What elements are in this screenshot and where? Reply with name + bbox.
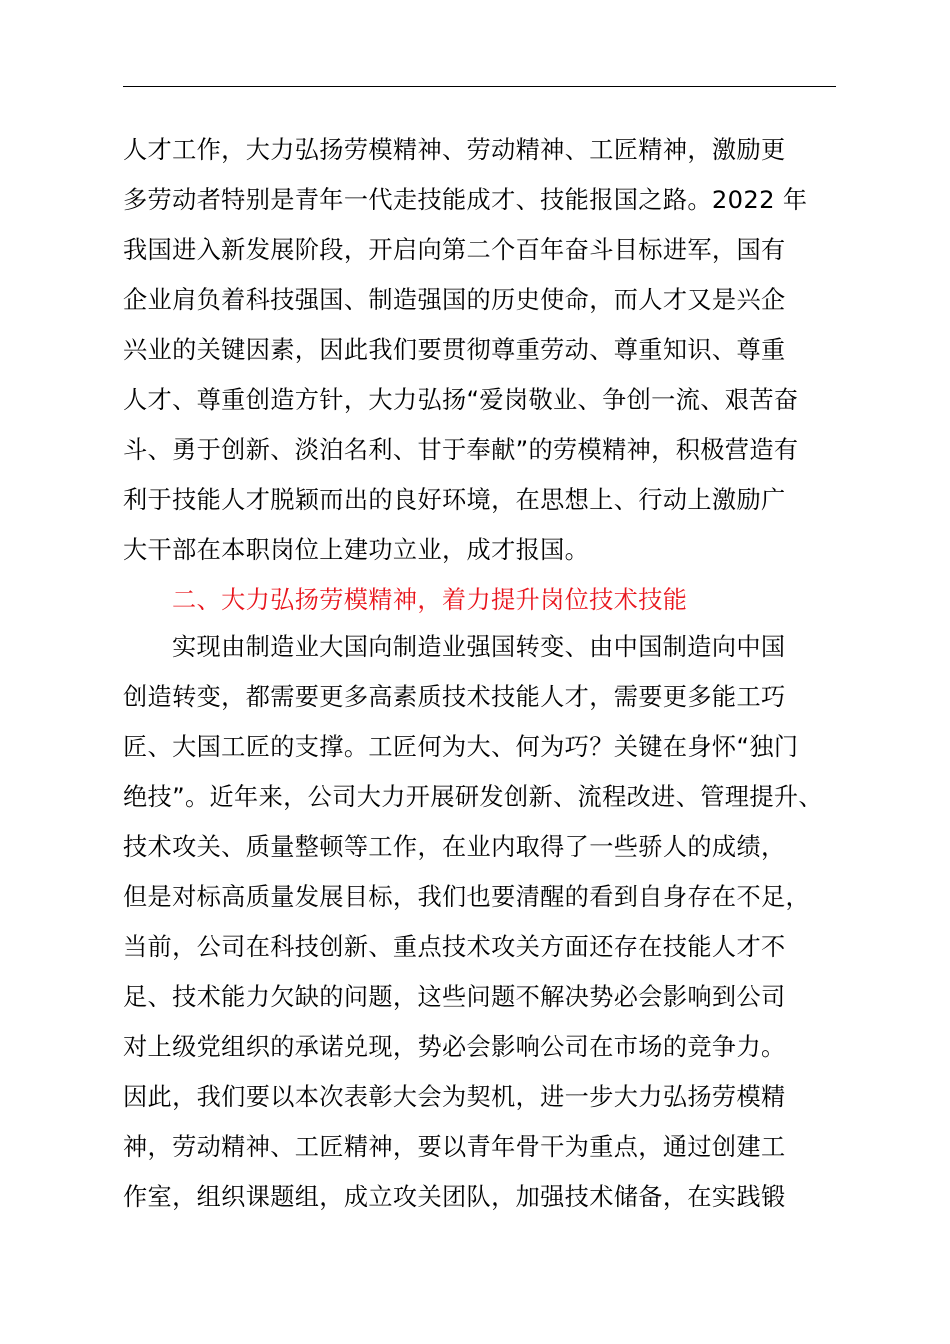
paragraph-line: 企业肩负着科技强国、制造强国的历史使命，而人才又是兴企: [123, 286, 786, 314]
paragraph-line: 对上级党组织的承诺兑现，势必会影响公司在市场的竞争力。: [123, 1033, 786, 1061]
paragraph-line: 神，劳动精神、工匠精神，要以青年骨干为重点，通过创建工: [123, 1133, 786, 1161]
paragraph-line: 匠、大国工匠的支撑。工匠何为大、何为巧？关键在身怀“独门: [123, 733, 799, 761]
paragraph-line: 当前，公司在科技创新、重点技术攻关方面还存在技能人才不: [123, 933, 786, 961]
header-rule: [123, 86, 836, 87]
paragraph-line: 因此，我们要以本次表彰大会为契机，进一步大力弘扬劳模精: [123, 1083, 786, 1111]
paragraph-line: 实现由制造业大国向制造业强国转变、由中国制造向中国: [172, 633, 786, 661]
paragraph-line: 人才、尊重创造方针，大力弘扬“爱岗敬业、争创一流、艰苦奋: [123, 386, 799, 414]
paragraph-line: 我国进入新发展阶段，开启向第二个百年奋斗目标进军，国有: [123, 236, 786, 264]
paragraph-line: 足、技术能力欠缺的问题，这些问题不解决势必会影响到公司: [123, 983, 786, 1011]
paragraph-line: 兴业的关键因素，因此我们要贯彻尊重劳动、尊重知识、尊重: [123, 336, 786, 364]
paragraph-line: 绝技”。近年来，公司大力开展研发创新、流程改进、管理提升、: [123, 783, 823, 811]
paragraph-line: 利于技能人才脱颖而出的良好环境，在思想上、行动上激励广: [123, 486, 786, 514]
paragraph-line: 作室，组织课题组，成立攻关团队，加强技术储备，在实践锻: [123, 1183, 786, 1211]
section-heading: 二、大力弘扬劳模精神，着力提升岗位技术技能: [172, 586, 688, 614]
paragraph-line: 大干部在本职岗位上建功立业，成才报国。: [123, 536, 590, 564]
paragraph-line: 斗、勇于创新、淡泊名利、甘于奉献”的劳模精神，积极营造有: [123, 436, 799, 464]
paragraph-line: 技术攻关、质量整顿等工作，在业内取得了一些骄人的成绩，: [123, 833, 786, 861]
paragraph-line: 多劳动者特别是青年一代走技能成才、技能报国之路。2022 年: [123, 186, 808, 214]
paragraph-line: 人才工作，大力弘扬劳模精神、劳动精神、工匠精神，激励更: [123, 136, 786, 164]
paragraph-line: 创造转变，都需要更多高素质技术技能人才，需要更多能工巧: [123, 683, 786, 711]
paragraph-line: 但是对标高质量发展目标，我们也要清醒的看到自身存在不足，: [123, 883, 811, 911]
